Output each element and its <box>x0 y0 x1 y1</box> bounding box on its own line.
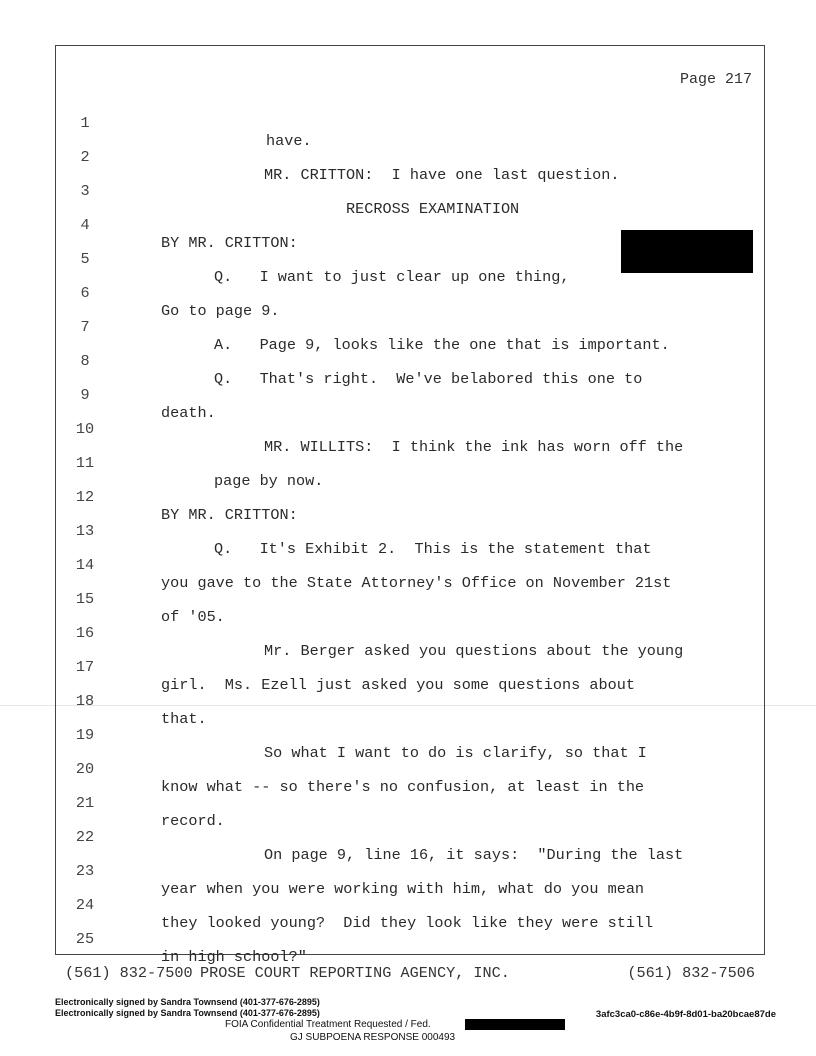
line-number: 4 <box>80 216 90 234</box>
transcript-line-20 <box>56 742 766 796</box>
line-text: Q. It's Exhibit 2. This is the statement that <box>214 540 652 558</box>
line-text: Go to page 9. <box>161 302 280 320</box>
redaction-block <box>621 230 753 273</box>
transcript-line-21 <box>56 776 766 830</box>
line-number: 11 <box>75 454 95 472</box>
line-number: 2 <box>80 148 90 166</box>
section-heading: RECROSS EXAMINATION <box>346 200 520 218</box>
line-number: 10 <box>75 420 95 438</box>
foia-stamp: FOIA Confidential Treatment Requested / Fed. <box>225 1019 431 1030</box>
page-number: Page 217 <box>679 71 752 88</box>
line-number: 3 <box>80 182 90 200</box>
line-number: 18 <box>75 692 95 710</box>
transcript-line-3 <box>56 164 766 218</box>
transcript-line-2 <box>56 130 766 184</box>
line-text: you gave to the State Attorney's Office on November 21st <box>161 574 672 592</box>
line-number: 22 <box>75 828 95 846</box>
line-text: Mr. Berger asked you questions about the young <box>264 642 684 660</box>
transcript-line-4 <box>56 198 766 252</box>
line-text: MR. WILLITS: I think the ink has worn off the <box>264 438 684 456</box>
line-number: 25 <box>75 930 95 948</box>
line-number: 23 <box>75 862 95 880</box>
transcript-line-24 <box>56 878 766 932</box>
line-text: Q. That's right. We've belabored this one to <box>214 370 643 388</box>
transcript-line-16 <box>56 606 766 660</box>
line-text: So what I want to do is clarify, so that I <box>264 744 647 762</box>
line-number: 16 <box>75 624 95 642</box>
footer-phone-left: (561) 832-7500 <box>65 964 193 982</box>
line-number: 7 <box>80 318 90 336</box>
transcript-line-13 <box>56 504 766 558</box>
line-number: 24 <box>75 896 95 914</box>
transcript-line-12 <box>56 470 766 524</box>
line-text: they looked young? Did they look like they were still <box>161 914 654 932</box>
transcript-line-25 <box>56 912 766 966</box>
transcript-line-1 <box>56 96 766 150</box>
line-text: death. <box>161 404 216 422</box>
line-number: 19 <box>75 726 95 744</box>
line-text: know what -- so there's no confusion, at least in the <box>161 778 645 796</box>
transcript-line-22 <box>56 810 766 864</box>
line-text: A. Page 9, looks like the one that is important. <box>214 336 670 354</box>
transcript-line-23 <box>56 844 766 898</box>
line-number: 5 <box>80 250 90 268</box>
line-number: 14 <box>75 556 95 574</box>
signature-line-1: Electronically signed by Sandra Townsend (401-377-676-2895) <box>55 997 320 1007</box>
line-text: page by now. <box>214 472 324 490</box>
transcript-line-18 <box>56 674 766 728</box>
line-number: 20 <box>75 760 95 778</box>
transcript-line-17 <box>56 640 766 694</box>
footer-agency: PROSE COURT REPORTING AGENCY, INC. <box>200 964 510 982</box>
transcript-page <box>55 45 765 966</box>
line-number: 9 <box>80 386 90 404</box>
line-number: 13 <box>75 522 95 540</box>
line-number: 8 <box>80 352 90 370</box>
line-text: MR. CRITTON: I have one last question. <box>264 166 620 184</box>
line-number: 21 <box>75 794 95 812</box>
transcript-line-15 <box>56 572 766 626</box>
transcript-line-8 <box>56 334 766 388</box>
line-text: girl. Ms. Ezell just asked you some questions about <box>161 676 635 694</box>
line-number: 1 <box>80 114 90 132</box>
line-text: in high school?" <box>161 948 307 966</box>
transcript-line-14 <box>56 538 766 592</box>
line-text: of '05. <box>161 608 225 626</box>
bates-number: GJ SUBPOENA RESPONSE 000493 <box>290 1032 456 1043</box>
transcript-line-11 <box>56 436 766 490</box>
transcript-line-10 <box>56 402 766 456</box>
line-text: record. <box>161 812 225 830</box>
line-text: have. <box>266 132 312 150</box>
line-text: BY MR. CRITTON: <box>161 506 298 524</box>
line-text: Q. I want to just clear up one thing, <box>214 268 570 286</box>
line-number: 12 <box>75 488 95 506</box>
line-text: BY MR. CRITTON: <box>161 234 298 252</box>
transcript-line-9 <box>56 368 766 422</box>
line-text: year when you were working with him, what do you mean <box>161 880 645 898</box>
signature-line-2: Electronically signed by Sandra Townsend (401-377-676-2895) <box>55 1008 320 1018</box>
line-number: 15 <box>75 590 95 608</box>
line-number: 6 <box>80 284 90 302</box>
line-text: On page 9, line 16, it says: "During the last <box>264 846 684 864</box>
footer-phone-right: (561) 832-7506 <box>627 964 755 982</box>
line-number: 17 <box>75 658 95 676</box>
transcript-line-7 <box>56 300 766 354</box>
line-text: that. <box>161 710 207 728</box>
stamp-redaction-block <box>465 1019 565 1030</box>
document-hash: 3afc3ca0-c86e-4b9f-8d01-ba20bcae87de <box>595 1009 776 1020</box>
transcript-line-19 <box>56 708 766 762</box>
